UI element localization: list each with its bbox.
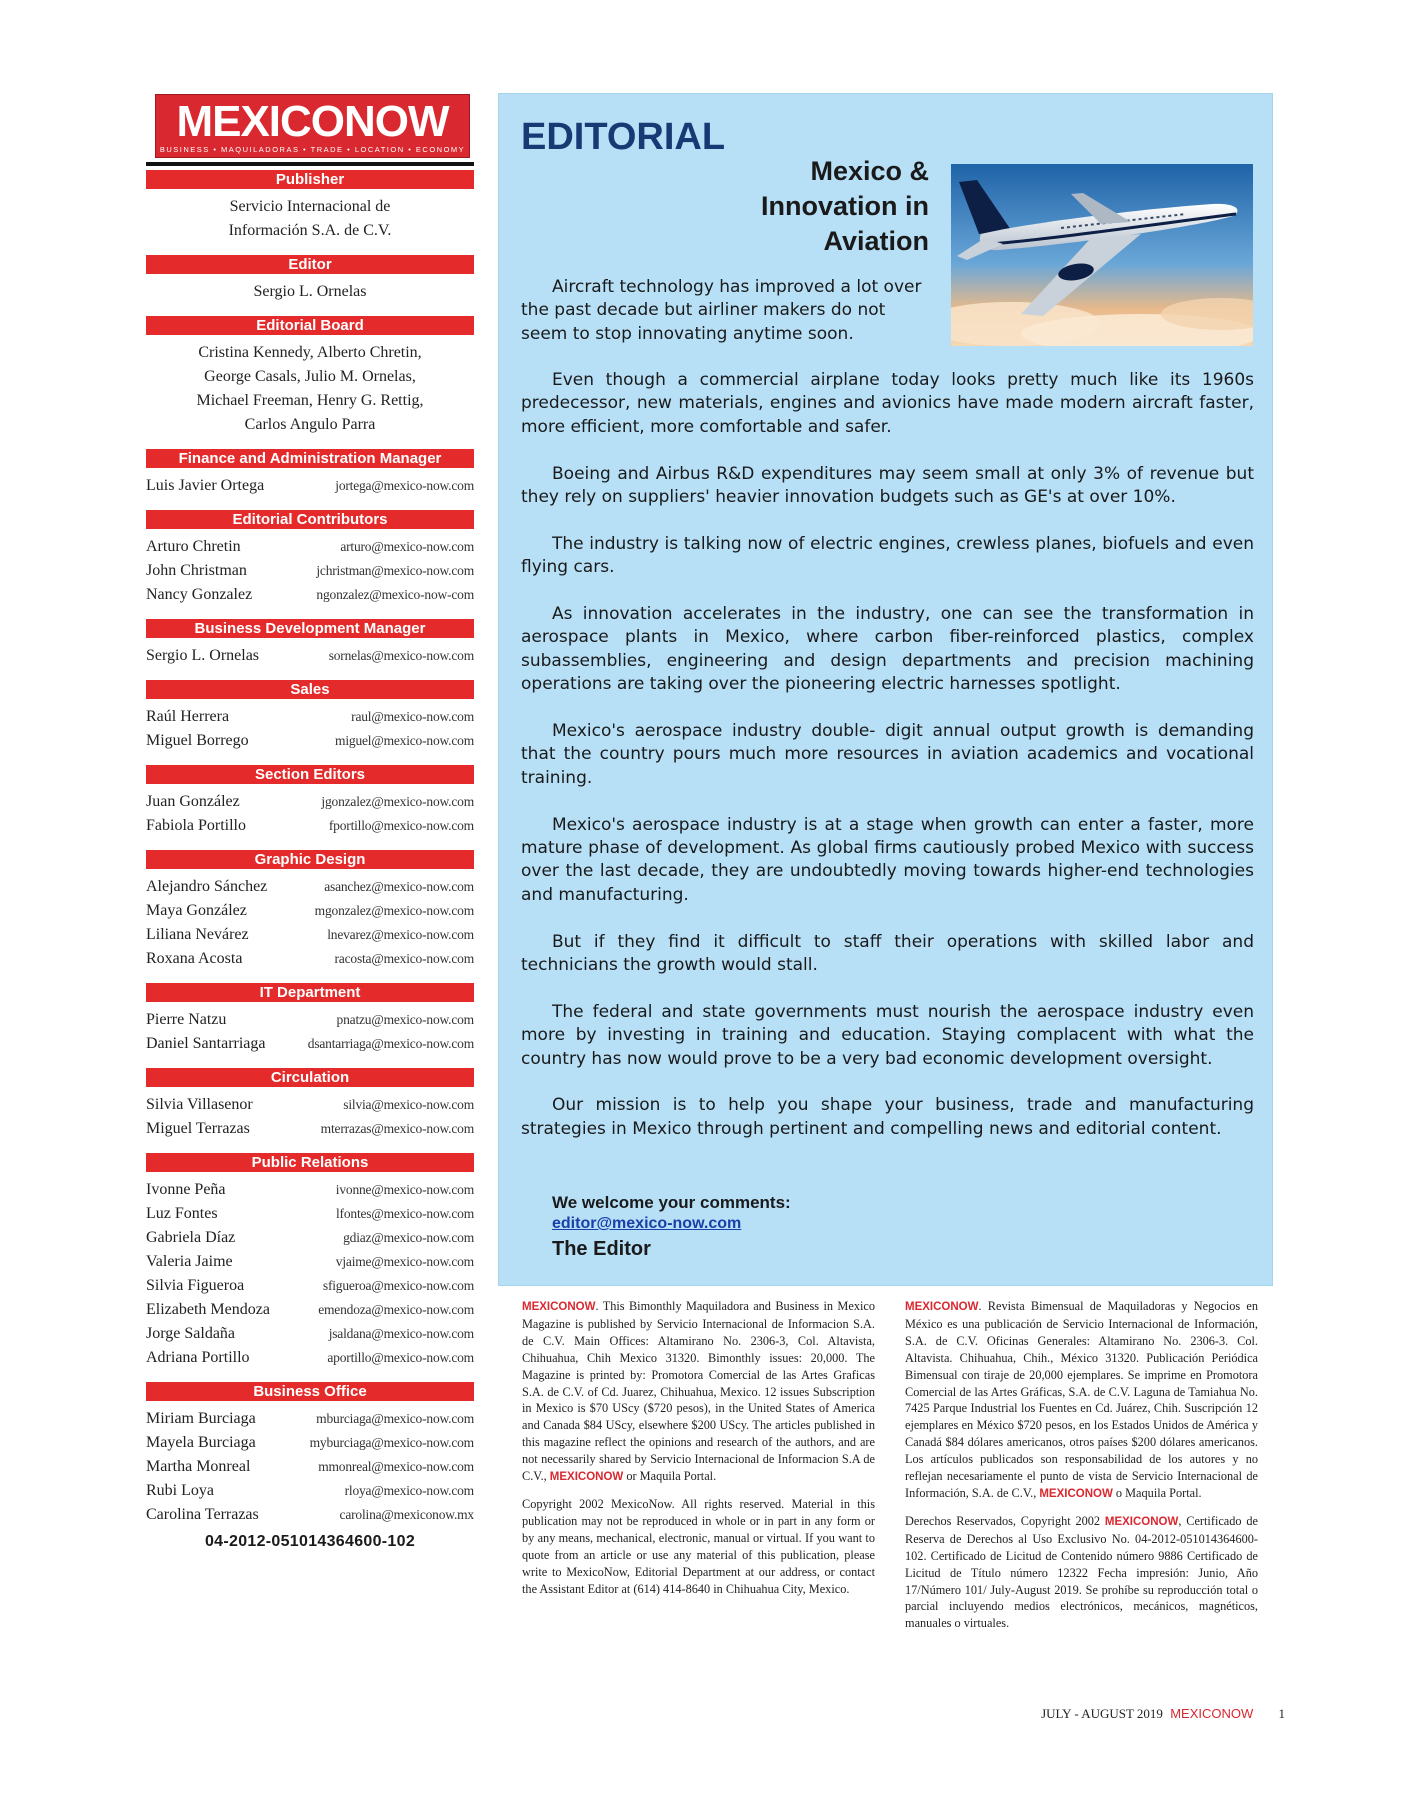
editorial-body (521, 369, 1254, 1165)
legal-notice-english (522, 1298, 875, 1607)
editorial-paragraph: Boeing and Airbus R&D expenditures may seem small at only 3% of revenue but they rely on suppliers' heavier innovation budgets such as GE's at over 10%. (521, 463, 1254, 508)
staff-name: Valeria Jaime (146, 1253, 233, 1270)
airplane-illustration (951, 164, 1253, 346)
staff-row (146, 1407, 474, 1431)
publication-info (522, 1298, 875, 1486)
staff-email[interactable]: myburciaga@mexico-now.com (309, 1435, 474, 1450)
staff-row (146, 1178, 474, 1202)
editorial-paragraph: Mexico's aerospace industry is at a stage when growth can enter a faster, more mature phase of development. As global firms cautiously probed Mexico with success over the last decade, they are undoubtedly moving towards higher-end technologies and manufacturing. (521, 814, 1254, 905)
staff-list (146, 705, 474, 753)
staff-email[interactable]: carolina@mexiconow.mx (339, 1507, 474, 1522)
staff-name: Miriam Burciaga (146, 1410, 256, 1427)
staff-name: Martha Monreal (146, 1458, 251, 1475)
staff-row (146, 474, 474, 498)
copyright-text: , Certificado de Reserva de Derechos al Uso Exclusivo No. 04-2012-051014364600-102. Certificado de Licitud de Contenido número 9886 Certificado de Licitud de Título número 12322 Fecha impresión: Junio, Año 17/Número 101/ July-August 2019. Se prohíbe su reproducción total o parcial incluyendo medios electrónicos, mecánicos, magnéticos, manuales o virtuales. (905, 1513, 1258, 1631)
page-number: 1 (1278, 1706, 1285, 1721)
staff-email[interactable]: sfigueroa@mexico-now.com (322, 1278, 474, 1293)
staff-row (146, 1298, 474, 1322)
staff-email[interactable]: arturo@mexico-now.com (340, 539, 474, 554)
staff-name: Jorge Saldaña (146, 1325, 236, 1342)
staff-row (146, 1479, 474, 1503)
staff-row (146, 875, 474, 899)
editorial-paragraph: Mexico's aerospace industry double- digit annual output growth is demanding that the country pours much more resources in aviation academics and vocational training. (521, 721, 1254, 788)
headline-line: Mexico & (810, 156, 929, 186)
staff-row (146, 1202, 474, 1226)
publication-text: . This Bimonthly Maquiladora and Business in Mexico Magazine is published by Servicio Internacional de Informacion S.A. de C.V. Main Offices: Altamirano No. 2306-3, Col. Altavista, Chihuahua, Chih Mexico 31320. Bimonthly issues: 20,000. The Magazine is printed by: Promotora Comercial de las Artes Graficas S.A. de C.V. of Cd. Juarez, Chihuahua, Mexico. 12 issues Subscription in Mexico is $70 UScy ($720 pesos), in the United States of America and Canada $84 UScy, elsewhere $200 UScy. The articles published in this magazine reflect the opinions and research of the authors, and are not necessarily shared by Servicio Internacional de Informacion S.A de C.V., (522, 1299, 875, 1484)
section-heading-editor: Editor (146, 255, 474, 274)
brand-name: MEXICONOW (1039, 1487, 1113, 1500)
staff-name: Sergio L. Ornelas (146, 647, 260, 664)
editor-email-link[interactable]: editor@mexico-now.com (552, 1215, 742, 1232)
editorial-paragraph: But if they find it difficult to staff their operations with skilled labor and technicians the growth would stall. (521, 931, 1254, 976)
editorial-lede: Aircraft technology has improved a lot over the past decade but airliner makers do not seem to stop innovating anytime soon. (521, 277, 922, 344)
staff-row (146, 947, 474, 971)
copyright-notice: Copyright 2002 MexicoNow. All rights reserved. Material in this publication may not be reproduced in whole or in part in any form or by any means, mechanical, electronic, manual or virtual. If you want to quote from an article or use any material of this publication, please write to MexicoNow, Editorial Department at our address, or contact the Assistant Editor at (614) 414-8640 in Chihuahua City, Mexico. (522, 1496, 875, 1596)
copyright-text: Derechos Reservados, Copyright 2002 (905, 1513, 1105, 1528)
staff-name: Arturo Chretin (146, 538, 241, 555)
editorial-paragraph: As innovation accelerates in the industry, one can see the transformation in aerospace plants in Mexico, where carbon fiber-reinforced plastics, complex subassemblies, engineering and design departments and precision machining operations are taking over the pioneering electric harnesses spotlight. (521, 604, 1254, 695)
staff-email[interactable]: mterrazas@mexico-now.com (320, 1121, 474, 1136)
staff-email[interactable]: jortega@mexico-now.com (335, 478, 474, 493)
staff-row (146, 790, 474, 814)
staff-email[interactable]: jgonzalez@mexico-now.com (321, 794, 474, 809)
section-heading: Graphic Design (146, 850, 474, 869)
staff-name: Silvia Villasenor (146, 1096, 253, 1113)
staff-name: Luis Javier Ortega (146, 477, 265, 494)
staff-email[interactable]: mburciaga@mexico-now.com (316, 1411, 474, 1426)
staff-row (146, 1455, 474, 1479)
brand-name: MEXICONOW (1104, 1515, 1179, 1528)
staff-row (146, 535, 474, 559)
staff-row (146, 1008, 474, 1032)
staff-email[interactable]: rloya@mexico-now.com (344, 1483, 474, 1498)
staff-name: Pierre Natzu (146, 1011, 227, 1028)
staff-name: Gabriela Díaz (146, 1229, 236, 1246)
staff-email[interactable]: pnatzu@mexico-now.com (336, 1012, 474, 1027)
publisher-line: Información S.A. de C.V. (228, 222, 392, 239)
editorial-panel (498, 93, 1273, 1286)
staff-name: Maya González (146, 902, 247, 919)
staff-name: Rubi Loya (146, 1482, 214, 1499)
editorial-paragraph: Our mission is to help you shape your business, trade and manufacturing strategies in Mexico through pertinent and compelling news and editorial content. (521, 1095, 1254, 1139)
staff-email[interactable]: vjaime@mexico-now.com (335, 1254, 474, 1269)
section-heading: Business Office (146, 1382, 474, 1401)
staff-email[interactable]: emendoza@mexico-now.com (318, 1302, 474, 1317)
staff-row (146, 559, 474, 583)
section-heading: Public Relations (146, 1153, 474, 1172)
section-heading: Business Development Manager (146, 619, 474, 638)
publication-text: o Maquila Portal. (1112, 1485, 1202, 1500)
staff-name: Liliana Nevárez (146, 926, 249, 943)
staff-email[interactable]: lnevarez@mexico-now.com (327, 927, 474, 942)
staff-email[interactable]: raul@mexico-now.com (351, 709, 474, 724)
staff-email[interactable]: sornelas@mexico-now.com (328, 648, 474, 663)
staff-list (146, 790, 474, 838)
staff-row (146, 1322, 474, 1346)
staff-email[interactable]: gdiaz@mexico-now.com (343, 1230, 474, 1245)
staff-email[interactable]: jchristman@mexico-now.com (316, 563, 474, 578)
footer-brand: MEXICONOW (1170, 1706, 1254, 1721)
headline-line: Aviation (823, 226, 929, 256)
editorial-paragraph: The federal and state governments must nourish the aerospace industry even more by investing in training and education. Staying complacent with what the country has now would prove to be a very bad economic development oversight. (521, 1001, 1254, 1069)
staff-row (146, 729, 474, 753)
staff-email[interactable]: ivonne@mexico-now.com (335, 1182, 474, 1197)
publisher-block (146, 195, 474, 243)
staff-row (146, 1093, 474, 1117)
staff-sections (146, 449, 474, 1527)
publication-text: . Revista Bimensual de Maquiladoras y Negocios en México es una publicación de Servicio Internacional de Información, S.A. de C.V. Oficinas Generales: Altamirano No. 2306-3. Col. Altavista. Chihuahua, Chih., México 31320. Publicación Periódica Bimensual con tiraje de 20,000 ejemplares. Se imprime en Promotora Comercial de las Artes Gráficas, S.A. de C.V. Laguna de Tamiahua No. 7425 Parque Industrial los Fuentes en Cd. Juárez, Chih. Suscripción 12 ejemplares en México $720 pesos, en los Estados Unidos de América y Canadá $84 dólares americanos, otros países $200 dólares americanos. Los artículos publicados son responsabilidad de los autores y no reflejan necesariamente el punto de vista de Servicio Internacional de Información, S.A. de C.V., (905, 1299, 1258, 1500)
publication-text: or Maquila Portal. (623, 1469, 717, 1484)
page-footer (1041, 1706, 1285, 1722)
staff-row (146, 1503, 474, 1527)
airplane-photo (951, 164, 1253, 346)
staff-email[interactable]: mmonreal@mexico-now.com (318, 1459, 474, 1474)
editorial-board-block (146, 341, 474, 437)
staff-email[interactable]: aportillo@mexico-now.com (327, 1350, 474, 1365)
staff-name: Alejandro Sánchez (146, 878, 268, 895)
section-heading-editorial-board: Editorial Board (146, 316, 474, 335)
publication-info (905, 1298, 1258, 1503)
staff-row (146, 583, 474, 607)
staff-row (146, 899, 474, 923)
staff-name: Carolina Terrazas (146, 1506, 259, 1523)
editorial-signature-block (552, 1192, 791, 1264)
editor-name: Sergio L. Ornelas (253, 283, 367, 300)
staff-row (146, 705, 474, 729)
staff-row (146, 1431, 474, 1455)
staff-row (146, 923, 474, 947)
staff-row (146, 1250, 474, 1274)
legal-notice-spanish (905, 1298, 1258, 1642)
staff-name: Daniel Santarriaga (146, 1035, 266, 1052)
staff-name: Roxana Acosta (146, 950, 243, 967)
staff-name: Elizabeth Mendoza (146, 1301, 270, 1318)
staff-name: Luz Fontes (146, 1205, 218, 1222)
staff-email[interactable]: racosta@mexico-now.com (334, 951, 474, 966)
issue-date: JULY - AUGUST 2019 (1041, 1706, 1163, 1721)
editorial-title: EDITORIAL (521, 116, 726, 158)
section-heading: Editorial Contributors (146, 510, 474, 529)
editorial-headline (669, 154, 929, 259)
staff-email[interactable]: silvia@mexico-now.com (343, 1097, 474, 1112)
staff-email[interactable]: mgonzalez@mexico-now.com (314, 903, 474, 918)
brand-name: MEXICONOW (905, 1301, 979, 1313)
staff-name: Ivonne Peña (146, 1181, 226, 1198)
editorial-paragraph: Even though a commercial airplane today looks pretty much like its 1960s predecessor, new materials, engines and avionics have made modern aircraft faster, more efficient, more comfortable and safer. (521, 370, 1254, 437)
logo-tagline: BUSINESS • MAQUILADORAS • TRADE • LOCATION • ECONOMY (159, 145, 466, 154)
staff-row (146, 1032, 474, 1056)
staff-email[interactable]: miguel@mexico-now.com (335, 733, 474, 748)
editor-signature: The Editor (552, 1238, 651, 1260)
section-heading: Finance and Administration Manager (146, 449, 474, 468)
staff-list (146, 644, 474, 668)
staff-email[interactable]: asanchez@mexico-now.com (324, 879, 474, 894)
staff-name: Miguel Borrego (146, 732, 249, 749)
section-heading: Section Editors (146, 765, 474, 784)
editor-block (146, 280, 474, 304)
editorial-paragraph: The industry is talking now of electric engines, crewless planes, biofuels and even flying cars. (521, 533, 1254, 578)
staff-row (146, 1117, 474, 1141)
board-line: Michael Freeman, Henry G. Rettig, (196, 392, 424, 409)
staff-name: Nancy Gonzalez (146, 586, 253, 603)
staff-directory (146, 170, 474, 1551)
staff-name: Fabiola Portillo (146, 817, 246, 834)
staff-row (146, 1226, 474, 1250)
staff-list (146, 474, 474, 498)
masthead-logo (155, 94, 470, 158)
section-heading: Circulation (146, 1068, 474, 1087)
headline-line: Innovation in (761, 191, 929, 221)
board-line: George Casals, Julio M. Ornelas, (204, 368, 416, 385)
staff-email[interactable]: ngonzalez@mexico-now-com (316, 587, 474, 602)
staff-list (146, 1407, 474, 1527)
staff-row (146, 1346, 474, 1370)
reserve-number: 04-2012-051014364600-102 (204, 1533, 416, 1550)
masthead-divider (146, 162, 474, 166)
staff-row (146, 644, 474, 668)
brand-name: MEXICONOW (549, 1471, 624, 1484)
staff-row (146, 814, 474, 838)
staff-list (146, 875, 474, 971)
staff-list (146, 535, 474, 607)
staff-name: John Christman (146, 562, 247, 579)
staff-name: Mayela Burciaga (146, 1434, 256, 1451)
staff-list (146, 1178, 474, 1370)
staff-list (146, 1008, 474, 1056)
section-heading: Sales (146, 680, 474, 699)
staff-name: Adriana Portillo (146, 1349, 250, 1366)
comments-invitation: We welcome your comments: (552, 1193, 791, 1212)
staff-list (146, 1093, 474, 1141)
board-line: Carlos Angulo Parra (244, 416, 376, 433)
section-heading-publisher: Publisher (146, 170, 474, 189)
staff-name: Miguel Terrazas (146, 1120, 250, 1137)
staff-name: Raúl Herrera (146, 708, 230, 725)
logo-wordmark: MEXICONOW (176, 97, 449, 146)
staff-email[interactable]: fportillo@mexico-now.com (328, 818, 474, 833)
publisher-line: Servicio Internacional de (229, 198, 391, 215)
section-heading: IT Department (146, 983, 474, 1002)
staff-name: Silvia Figueroa (146, 1277, 245, 1294)
copyright-notice (905, 1513, 1258, 1632)
brand-name: MEXICONOW (522, 1301, 596, 1313)
staff-email[interactable]: dsantarriaga@mexico-now.com (307, 1036, 474, 1051)
staff-name: Juan González (146, 793, 240, 810)
staff-email[interactable]: jsaldana@mexico-now.com (328, 1326, 474, 1341)
staff-email[interactable]: lfontes@mexico-now.com (336, 1206, 474, 1221)
board-line: Cristina Kennedy, Alberto Chretin, (198, 344, 422, 361)
staff-row (146, 1274, 474, 1298)
